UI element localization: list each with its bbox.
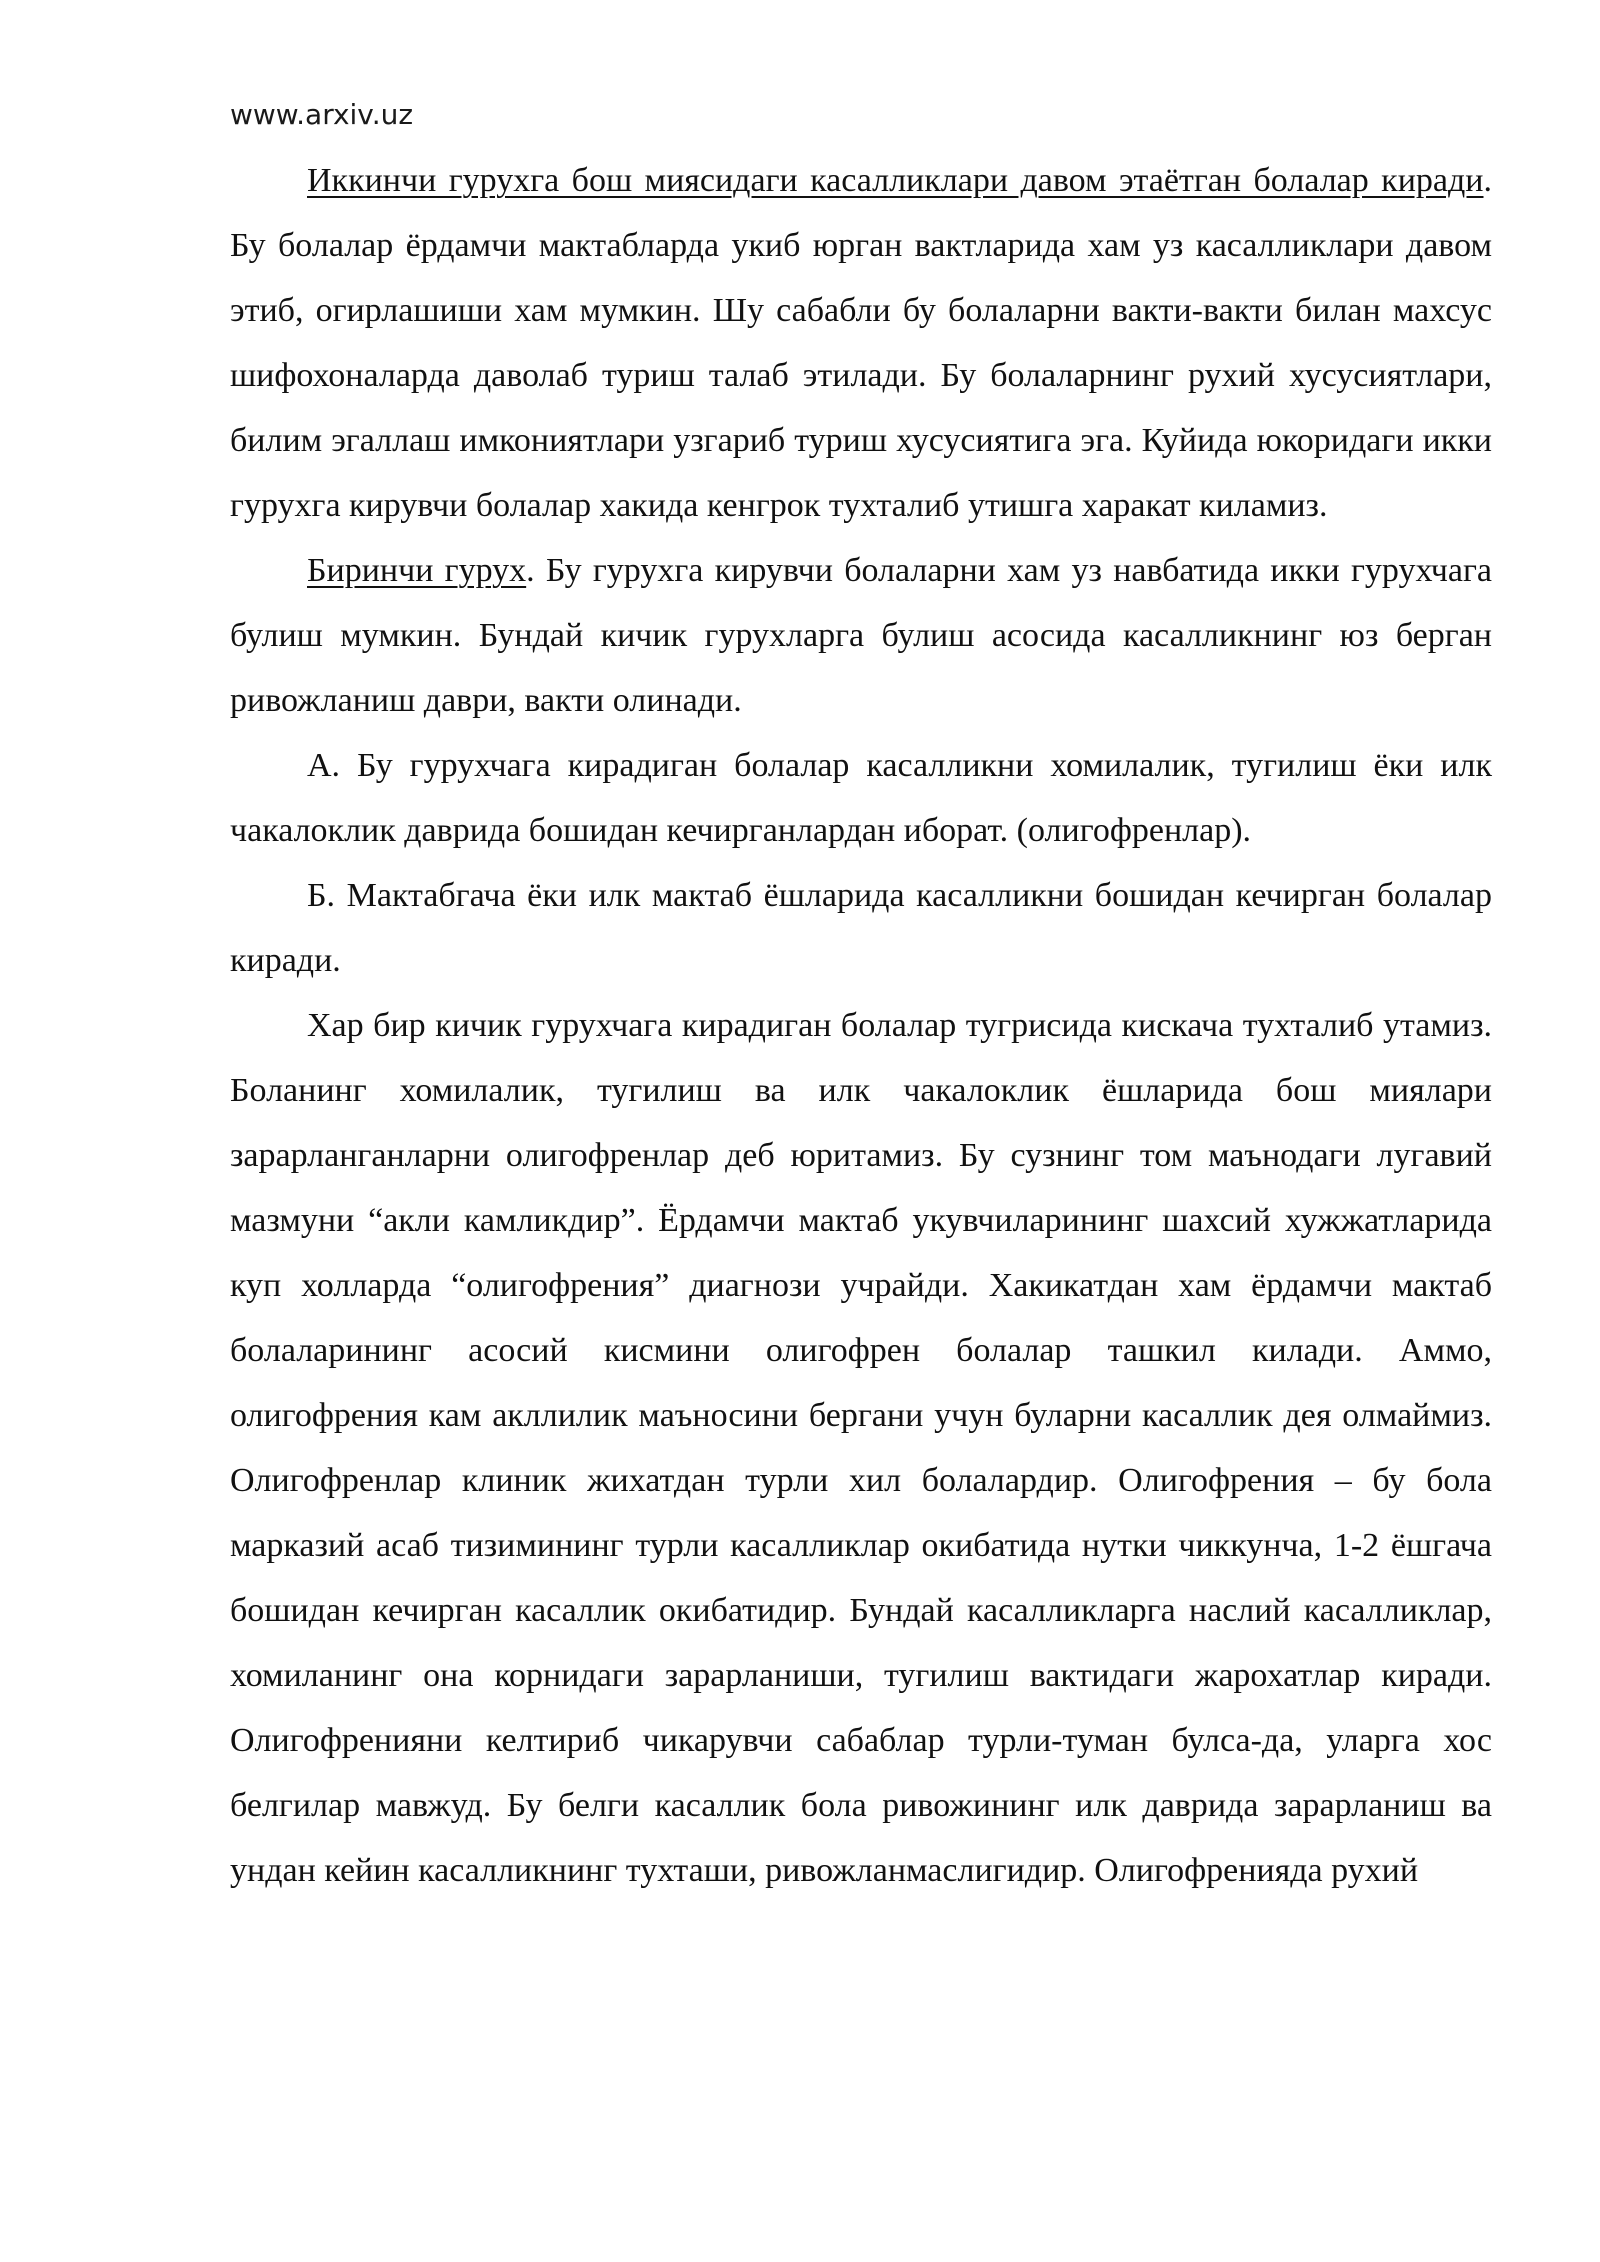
paragraph-2 (230, 538, 1492, 733)
underlined-heading-second-group: Иккинчи гурухга бош миясидаги касалликлари давом этаётган болалар киради (307, 162, 1484, 199)
paragraph-5: Хар бир кичик гурухчага кирадиган болалар тугрисида кискача тухталиб утамиз. Боланинг хомилалик, тугилиш ва илк чакалоклик ёшларида бош миялари зарарланганларни олигофренлар деб юритамиз. Бу сузнинг том маънодаги лугавий мазмуни “акли камликдир”. Ёрдамчи мактаб укувчиларининг шахсий хужжатларида куп холларда “олигофрения” диагнози учрайди. Хакикатдан хам ёрдамчи мактаб болаларининг асосий кисмини олигофрен болалар ташкил килади. Аммо, олигофрения кам акллилик маъносини бергани учун буларни касаллик дея олмаймиз. Олигофренлар клиник жихатдан турли хил болалардир. Олигофрения – бу бола марказий асаб тизимининг турли касалликлар окибатида нутки чиккунча, 1-2 ёшгача бошидан кечирган касаллик окибатидир. Бундай касалликларга наслий касалликлар, хомиланинг она корнидаги зарарланиши, тугилиш вактидаги жарохатлар киради. Олигофренияни келтириб чикарувчи сабаблар турли-туман булса-да, уларга хос белгилар мавжуд. Бу белги касаллик бола ривожининг илк даврида зарарланиш ва ундан кейин касалликнинг тухташи, ривожланмаслигидир. Олигофренияда рухий (230, 1007, 1492, 1889)
paragraph-2-text: . Бу гурухга кирувчи болаларни хам уз навбатида икки гурухчага булиш мумкин. Бундай кичик гурухларга булиш асосида касалликнинг юз берган ривожланиш даври, вакти олинади. (230, 552, 1492, 719)
underlined-heading-first-group: Биринчи гурух (307, 552, 527, 589)
paragraph-4: Б. Мактабгача ёки илк мактаб ёшларида касалликни бошидан кечирган болалар киради. (230, 877, 1492, 979)
document-body (230, 148, 1492, 1903)
paragraph-3: А. Бу гурухчага кирадиган болалар касалликни хомилалик, тугилиш ёки илк чакалоклик даврида бошидан кечирганлардан иборат. (олигофренлар). (230, 747, 1492, 849)
site-url-header: www.arxiv.uz (230, 98, 414, 131)
paragraph-1-text: . Бу болалар ёрдамчи мактабларда укиб юрган вактларида хам уз касалликлари давом этиб, огирлашиши хам мумкин. Шу сабабли бу болаларни вакти-вакти билан махсус шифохоналарда даволаб туриш талаб этилади. Бу болаларнинг рухий хусусиятлари, билим эгаллаш имкониятлари узгариб туриш хусусиятига эга. Куйида юкоридаги икки гурухга кирувчи болалар хакида кенгрок тухталиб утишга харакат киламиз. (230, 162, 1492, 524)
paragraph-1 (230, 148, 1492, 538)
